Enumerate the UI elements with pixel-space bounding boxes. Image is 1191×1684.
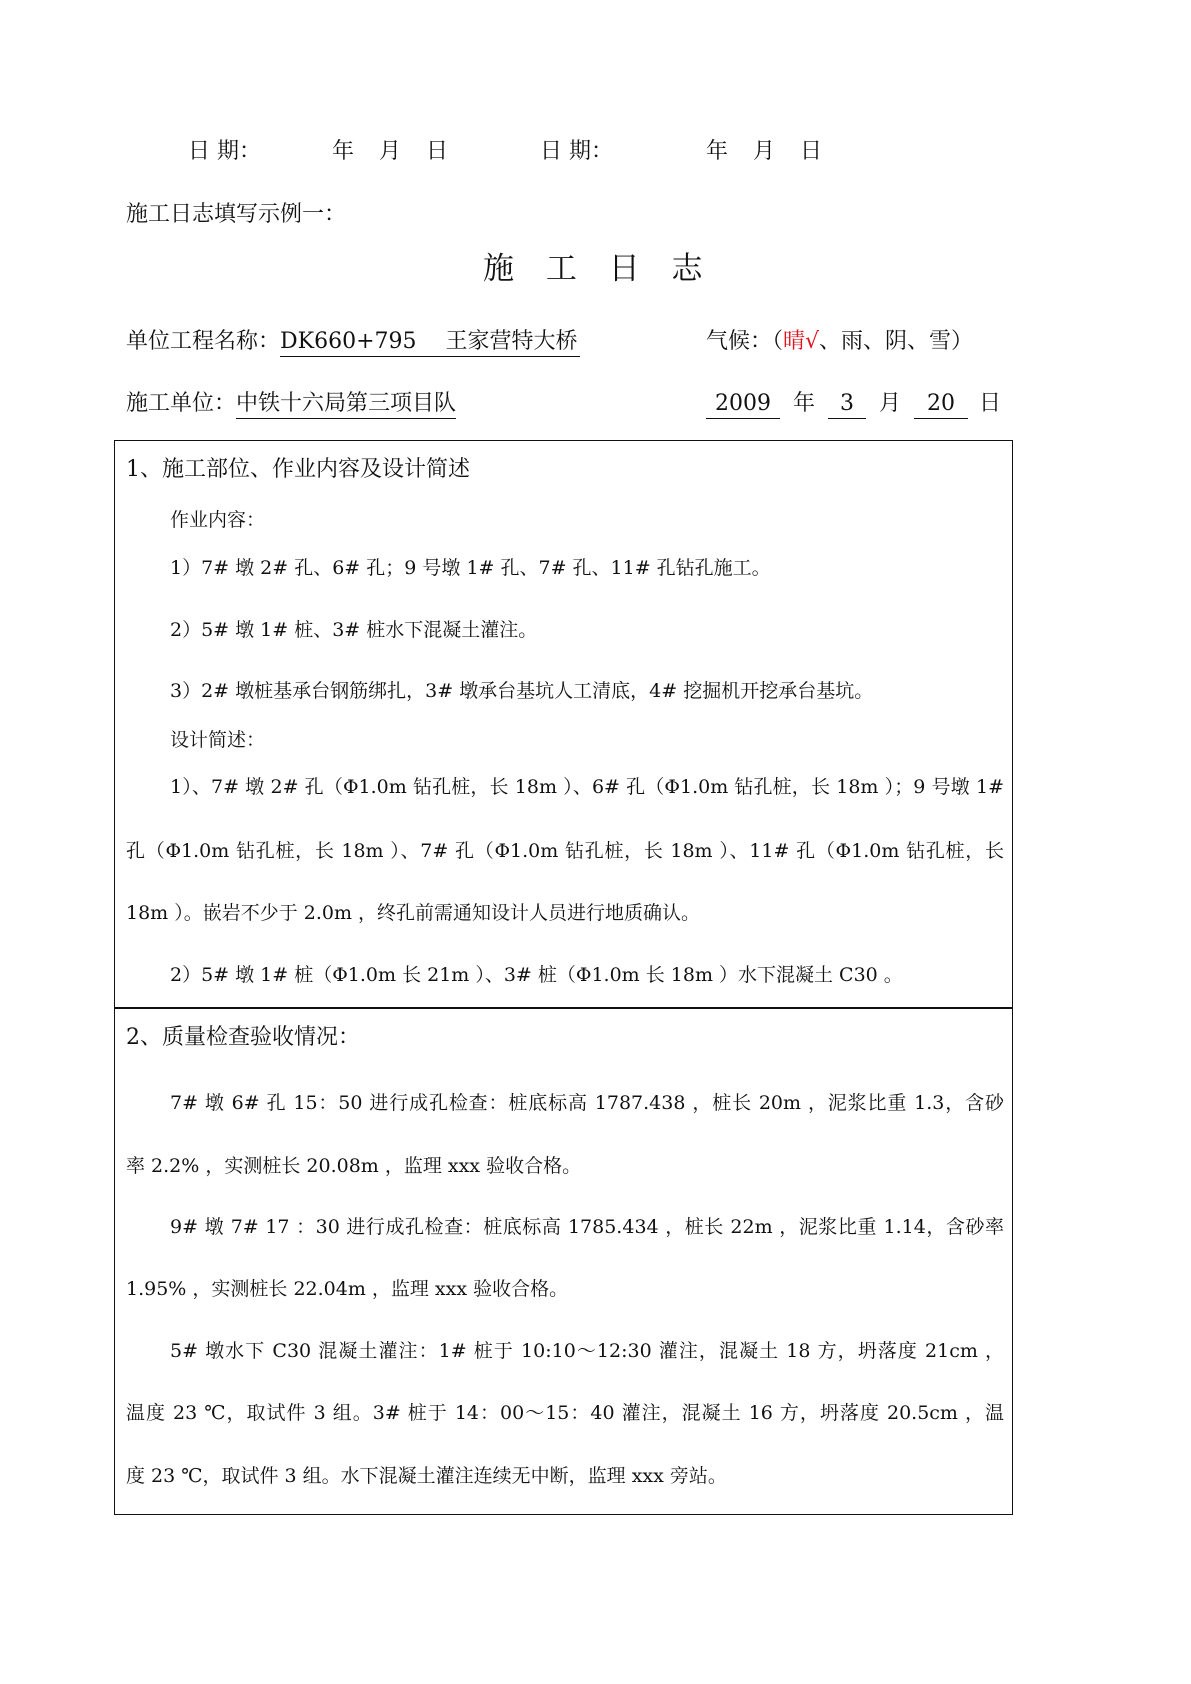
page-title: 施 工 日 志 xyxy=(483,251,703,287)
design-line-1: 1）、7# 墩 2# 孔（Φ1.0m 钻孔桩，长 18m ）、6# 孔（Φ1.0m 钻孔桩，长 18m ）；9 号墩 1# xyxy=(170,776,1004,798)
unit-value: 中铁十六局第三项目队 xyxy=(236,390,456,419)
weather-label: 气候：（ xyxy=(706,329,784,354)
weather-options: 、雨、阴、雪） xyxy=(819,329,974,354)
year-label: 年 xyxy=(793,391,816,416)
section-quality-check xyxy=(114,1007,1013,1515)
month-label: 月 xyxy=(879,391,902,416)
ymd-left: 年 月 日 xyxy=(332,139,448,164)
work-item-1: 1）7# 墩 2# 孔、6# 孔；9 号墩 1# 孔、7# 孔、11# 孔钻孔施工。 xyxy=(170,557,771,579)
quality-p3-line1: 5# 墩水下 C30 混凝土灌注：1# 桩于 10:10～12:30 灌注，混凝土 18 方，坍落度 21cm ， xyxy=(170,1340,1004,1362)
unit-label: 施工单位： xyxy=(126,391,237,416)
section1-heading: 1、施工部位、作业内容及设计简述 xyxy=(126,457,470,482)
quality-p2-line2: 1.95% ，实测桩长 22.04m ，监理 xxx 验收合格。 xyxy=(126,1278,569,1300)
design-line-3: 18m ）。嵌岩不少于 2.0m ，终孔前需通知设计人员进行地质确认。 xyxy=(126,902,701,924)
log-date-day: 20 xyxy=(914,390,968,419)
project-row xyxy=(126,328,580,357)
design-line-4: 2）5# 墩 1# 桩（Φ1.0m 长 21m ）、3# 桩（Φ1.0m 长 18m ）水下混凝土 C30 。 xyxy=(170,964,903,986)
date-label-right: 日 期： xyxy=(540,139,613,164)
section2-heading: 2、质量检查验收情况： xyxy=(126,1025,360,1050)
design-line-2: 孔（Φ1.0m 钻孔桩，长 18m ）、7# 孔（Φ1.0m 钻孔桩，长 18m ）、11# 孔（Φ1.0m 钻孔桩，长 xyxy=(126,840,1004,862)
quality-p1-line2: 率 2.2% ，实测桩长 20.08m ，监理 xxx 验收合格。 xyxy=(126,1155,582,1177)
quality-p3-line2: 温度 23 ℃，取试件 3 组。3# 桩于 14：00～15：40 灌注，混凝土 16 方，坍落度 20.5cm ，温 xyxy=(126,1402,1004,1424)
project-label: 单位工程名称： xyxy=(126,329,281,354)
day-label: 日 xyxy=(979,391,1002,416)
date-label-left: 日 期： xyxy=(188,139,261,164)
example-label: 施工日志填写示例一： xyxy=(126,202,347,227)
unit-row xyxy=(126,390,456,419)
work-label: 作业内容： xyxy=(170,509,266,531)
work-item-3: 3）2# 墩桩基承台钢筋绑扎，3# 墩承台基坑人工清底，4# 挖掘机开挖承台基坑。 xyxy=(170,680,874,702)
log-date-month: 3 xyxy=(828,390,866,419)
log-date xyxy=(706,390,1001,419)
ymd-right: 年 月 日 xyxy=(706,139,822,164)
work-item-2: 2）5# 墩 1# 桩、3# 桩水下混凝土灌注。 xyxy=(170,619,538,641)
quality-p1-line1: 7# 墩 6# 孔 15：50 进行成孔检查：桩底标高 1787.438 ，桩长 20m ，泥浆比重 1.3，含砂 xyxy=(170,1092,1004,1114)
weather-row xyxy=(706,328,973,356)
design-label: 设计简述： xyxy=(170,729,266,751)
project-value: DK660+795 王家营特大桥 xyxy=(280,328,579,357)
weather-selected: 晴√ xyxy=(783,329,820,354)
quality-p3-line3: 度 23 ℃，取试件 3 组。水下混凝土灌注连续无中断，监理 xxx 旁站。 xyxy=(126,1465,727,1487)
quality-p2-line1: 9# 墩 7# 17 ：30 进行成孔检查：桩底标高 1785.434 ，桩长 22m ，泥浆比重 1.14，含砂率 xyxy=(170,1216,1004,1238)
log-date-year: 2009 xyxy=(706,390,780,419)
